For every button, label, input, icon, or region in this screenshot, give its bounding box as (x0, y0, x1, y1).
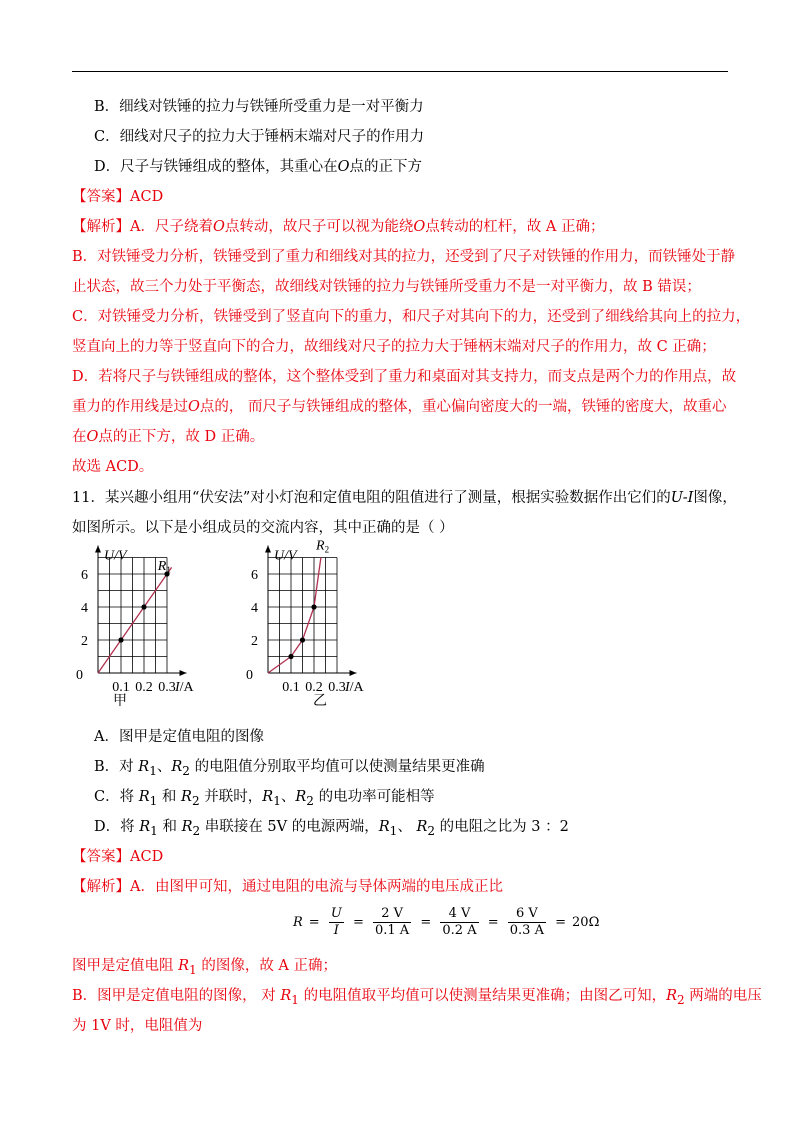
graph-yi-caption: 乙 (313, 693, 327, 709)
q11-explanation-a-conclusion: 图甲是定值电阻 $R_1$ 的图像，故 A 正确； (72, 958, 338, 977)
q11-option-b: B．对 $R_1$、$R_2$ 的电阻值分别取平均值可以使测量结果更准确 (94, 759, 485, 778)
resistance-formula (290, 906, 602, 942)
q11-explanation-a: 【解析】A．由图甲可知，通过电阻的电流与导体两端的电压成正比 (72, 879, 503, 895)
graph-jia-ticks (81, 568, 176, 695)
graph-jia-marks (98, 567, 172, 673)
graph-jia-caption: 甲 (113, 693, 127, 709)
formula-fraction-3: $\frac{4 V}{0.2 A}$ (442, 906, 477, 938)
graph-yi-x-arrow (350, 670, 357, 676)
q10-explanation-d2: 重力的作用线是过O点的， 而尺子与铁锤组成的整体，重心偏向密度大的一端，铁锤的密度大，故重心 (72, 399, 727, 415)
graph-jia-grid (98, 558, 167, 674)
q11-explanation-b2: 为 1V 时，电阻值为 (72, 1018, 203, 1034)
formula-lhs: R (293, 915, 303, 930)
q11-stem-2: 如图所示。以下是小组成员的交流内容，其中正确的是（ ） (72, 520, 454, 536)
q10-explanation-b2: 止状态，故三个力处于平衡态，故细线对铁锤的拉力与铁锤所受重力不是一对平衡力，故 B 错误； (72, 279, 701, 295)
formula-fraction-2: $\frac{2 V}{0.1 A}$ (375, 906, 410, 938)
formula-eq-2: = (352, 915, 364, 930)
graph-jia-x-tick: 0.2 (135, 680, 153, 695)
graph-yi-x-tick: 0.2 (305, 680, 323, 695)
graph-yi-grid (268, 558, 337, 674)
q10-conclusion: 故选 ACD。 (72, 459, 154, 475)
graph-jia-curve (98, 567, 172, 673)
q10-option-b: B．细线对铁锤的拉力与铁锤所受重力是一对平衡力 (94, 99, 424, 115)
q10-explanation-c1: C．对铁锤受力分析，铁锤受到了竖直向下的重力，和尺子对其向下的力，还受到了细线给其向上的拉力， (72, 309, 751, 325)
q11-stem-1: 11．某兴趣小组用“伏安法”对小灯泡和定值电阻的阻值进行了测量，根据实验数据作出它们的U-I图像， (72, 490, 737, 506)
graph-jia-y-axis-label: U/V (104, 548, 127, 564)
graph-jia-x-tick: 0.1 (112, 680, 130, 695)
q11-option-d: D．将 $R_1$ 和 $R_2$ 串联接在 5V 的电源两端，$R_1$、 $R_2$ 的电阻之比为 3 ：2 (94, 819, 569, 838)
q10-explanation-a: 【解析】A．尺子绕着O点转动，故尺子可以视为能绕O点转动的杠杆，故 A 正确； (72, 219, 605, 235)
formula-result: 20Ω (572, 915, 600, 930)
header-rule (72, 71, 728, 72)
formula-eq-4: = (487, 915, 499, 930)
graph-yi-y-axis-label: U/V (274, 548, 297, 564)
q10-explanation-c2: 竖直向上的力等于竖直向下的合力，故细线对尺子的拉力大于锤柄末端对尺子的作用力，故 C 正确； (72, 339, 716, 355)
graph-yi-data-point (288, 654, 293, 659)
graph-yi-x-axis-label: I/A (345, 680, 364, 695)
formula-eq-1: = (308, 915, 320, 930)
graph-jia-curve-label: $R_1$ (157, 559, 171, 575)
graph-jia-y-tick: 2 (81, 634, 88, 649)
graph-yi-curve (268, 558, 321, 674)
graph-yi-origin: 0 (246, 668, 253, 683)
q10-option-d: D．尺子与铁锤组成的整体，其重心在O点的正下方 (94, 159, 423, 175)
q11-explanation-b1: B．图甲是定值电阻的图像， 对 $R_1$ 的电阻值取平均值可以使测量结果更准确；由图乙可知，$R_2$ 两端的电压 (72, 988, 762, 1007)
graph-jia-origin: 0 (76, 668, 83, 683)
graph-jia (70, 548, 250, 698)
graph-jia-y-tick: 6 (81, 568, 88, 583)
q10-explanation-b1: B．对铁锤受力分析，铁锤受到了重力和细线对其的拉力，还受到了尺子对铁锤的作用力，而铁锤处于静 (72, 249, 736, 265)
graph-jia-x-arrow (180, 670, 187, 676)
graph-yi-y-arrow (265, 546, 271, 553)
q10-explanation-d3: 在O点的正下方，故 D 正确。 (72, 429, 265, 445)
q11-option-a: A．图甲是定值电阻的图像 (94, 729, 264, 745)
graph-yi-y-tick: 4 (251, 601, 258, 616)
graph-yi-y-tick: 6 (251, 568, 258, 583)
graph-yi-data-point (311, 604, 316, 609)
formula-fraction-1: $\frac{U}{I}$ (330, 906, 342, 938)
graph-yi-x-tick: 0.1 (282, 680, 300, 695)
formula-fraction-4: $\frac{6 V}{0.3 A}$ (509, 906, 544, 938)
graph-jia-y-arrow (95, 546, 101, 553)
q11-answer: 【答案】ACD (72, 849, 164, 865)
graph-jia-x-tick: 0.3 (158, 680, 176, 695)
formula-eq-5: = (555, 915, 567, 930)
graph-jia-x-axis-label: I/A (175, 680, 194, 695)
graph-yi-marks (268, 558, 321, 674)
q11-option-c: C．将 $R_1$ 和 $R_2$ 并联时，$R_1$、$R_2$ 的电功率可能相等 (94, 789, 435, 808)
q10-explanation-d1: D．若将尺子与铁锤组成的整体，这个整体受到了重力和桌面对其支持力，而支点是两个力的作用点，故 (72, 369, 737, 385)
graph-yi-ticks (251, 568, 346, 695)
graph-yi-curve-label: $R_2$ (316, 538, 330, 555)
graph-yi-y-tick: 2 (251, 634, 258, 649)
graph-yi-data-point (300, 637, 305, 642)
graph-jia-y-tick: 4 (81, 601, 88, 616)
q10-answer: 【答案】ACD (72, 189, 164, 205)
q10-option-c: C．细线对尺子的拉力大于锤柄末端对尺子的作用力 (94, 129, 425, 145)
graph-yi-x-tick: 0.3 (328, 680, 346, 695)
graph-jia-data-point (118, 637, 123, 642)
formula-eq-3: = (420, 915, 432, 930)
graph-jia-data-point (141, 604, 146, 609)
graph-yi (240, 538, 420, 698)
